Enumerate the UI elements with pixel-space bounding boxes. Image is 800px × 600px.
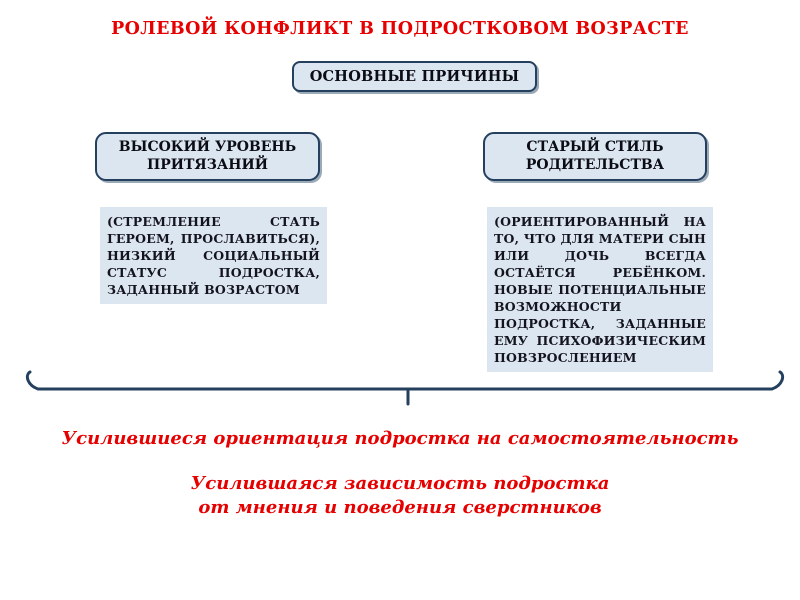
main-causes-box	[292, 61, 537, 92]
left-cause-heading-box	[95, 132, 320, 181]
left-cause-description: (СТРЕМЛЕНИЕ СТАТЬ ГЕРОЕМ, ПРОСЛАВИТЬСЯ), НИЗКИЙ СОЦИАЛЬНЫЙ СТАТУС ПОДРОСТКА, ЗАДАННЫЙ ВОЗРАСТОМ	[100, 207, 327, 304]
brace-icon	[24, 369, 786, 407]
conclusion-line-2-text: Усилившаяся зависимость подростка	[190, 473, 610, 494]
right-cause-heading: СТАРЫЙ СТИЛЬ РОДИТЕЛЬСТВА	[525, 139, 665, 173]
conclusion-line-1: Усилившиеся ориентация подростка на самостоятельность	[61, 428, 739, 449]
left-cause-heading: ВЫСОКИЙ УРОВЕНЬ ПРИТЯЗАНИЙ	[118, 139, 297, 173]
right-cause-description: (ОРИЕНТИРОВАННЫЙ НА ТО, ЧТО ДЛЯ МАТЕРИ СЫН ИЛИ ДОЧЬ ВСЕГДА ОСТАЁТСЯ РЕБЁНКОМ. НОВЫЕ ПОТЕНЦИАЛЬНЫЕ ВОЗМОЖНОСТИ ПОДРОСТКА, ЗАДАННЫЕ ЕМУ ПСИХОФИЗИЧЕСКИМ ПОВЗРОСЛЕНИЕМ	[487, 207, 713, 372]
main-causes-label: ОСНОВНЫЕ ПРИЧИНЫ	[309, 68, 520, 85]
page-title: РОЛЕВОЙ КОНФЛИКТ В ПОДРОСТКОВОМ ВОЗРАСТЕ	[111, 19, 689, 39]
conclusion-line-3-text: от мнения и поведения сверстников	[198, 497, 602, 518]
right-cause-heading-box	[483, 132, 707, 181]
conclusion-line-2	[0, 472, 800, 520]
